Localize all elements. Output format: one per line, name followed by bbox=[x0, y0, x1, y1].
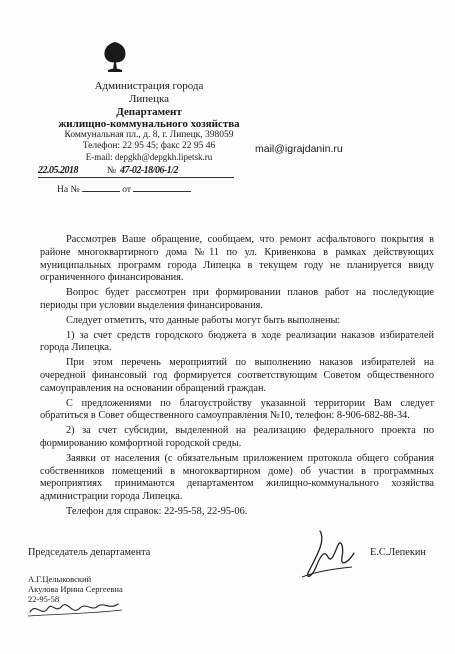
department-name-line2: жилищно-коммунального хозяйства bbox=[58, 118, 240, 130]
body-paragraph: Рассмотрев Ваше обращение, сообщаем, что ремонт асфальтового покрытия в районе многоквартирного дома №11 по ул. Кривенкова в рамках действующих муниципальных программ города Липецка в текущем году не планируется ввиду ограниченного финансирования. bbox=[40, 234, 434, 284]
executor-signature bbox=[26, 596, 126, 620]
registration-date: 22.05.2018 bbox=[38, 165, 78, 176]
org-email: E-mail: depgkh@depgkh.lipetsk.ru bbox=[85, 152, 213, 162]
executor-name: Акулова Ирина Сергеевна bbox=[28, 584, 123, 594]
executor-phone: 22-95-58 bbox=[28, 594, 60, 604]
reference-date-blank bbox=[133, 182, 191, 192]
body-paragraph: Вопрос будет рассмотрен при формировании планов работ на последующие периоды при условии выделения финансирования. bbox=[40, 287, 434, 311]
addressee-email: mail@igrajdanin.ru bbox=[255, 143, 343, 155]
letter-body bbox=[40, 234, 434, 521]
body-paragraph: 1) за счет средств городского бюджета в ходе реализации наказов избирателей города Липецка. bbox=[40, 329, 434, 354]
org-phones: Телефон: 22 95 45; факс 22 95 46 bbox=[82, 141, 216, 151]
reference-line bbox=[57, 182, 191, 195]
executor-line1: А.Г.Целыковский bbox=[28, 574, 92, 584]
body-paragraph: Телефон для справок: 22-95-58, 22-95-06. bbox=[66, 505, 248, 517]
registration-number: 47-02-18/06-1/2 bbox=[120, 165, 179, 176]
handwritten-signature bbox=[298, 527, 358, 585]
registration-line bbox=[38, 165, 238, 179]
signatory-title: Председатель департамента bbox=[28, 547, 151, 558]
reference-number-blank bbox=[82, 182, 120, 192]
reference-date-label: от bbox=[122, 185, 132, 195]
org-name-line1: Администрация города bbox=[94, 80, 204, 92]
org-name-line2: Липецка bbox=[128, 93, 170, 105]
body-paragraph: 2) за счет субсидии, выделенной на реализацию федерального проекта по формированию комфортной городской среды. bbox=[40, 425, 434, 449]
registration-number-label: № bbox=[107, 166, 117, 176]
body-paragraph: С предложениями по благоустройству указанной территории Вам следует обратиться в Совет общественного самоуправления №10, телефон: 8-906-682-88-34. bbox=[40, 397, 434, 422]
body-paragraph: При этом перечень мероприятий по выполнению наказов избирателей на очередной финансовый год формируется соответствующим Советом общественного самоуправления на основании обращений граждан. bbox=[40, 357, 434, 394]
reference-number-label: На № bbox=[57, 185, 80, 195]
registration-underline bbox=[38, 177, 234, 178]
body-paragraph: Следует отметить, что данные работы могут быть выполнены: bbox=[66, 314, 341, 326]
org-address: Коммунальная пл., д. 8, г. Липецк, 398059 bbox=[64, 130, 234, 140]
body-paragraph: Заявки от населения (с обязательным приложением протокола общего собрания собственников помещений в многоквартирном доме) об участии в программных мероприятиях принимаются департаментом жилищно-коммунального хозяйства администрации города Липецка. bbox=[40, 452, 434, 503]
city-emblem-icon bbox=[100, 40, 130, 74]
department-name-line1: Департамент bbox=[116, 106, 182, 118]
signatory-name: Е.С.Лепекин bbox=[370, 547, 426, 558]
